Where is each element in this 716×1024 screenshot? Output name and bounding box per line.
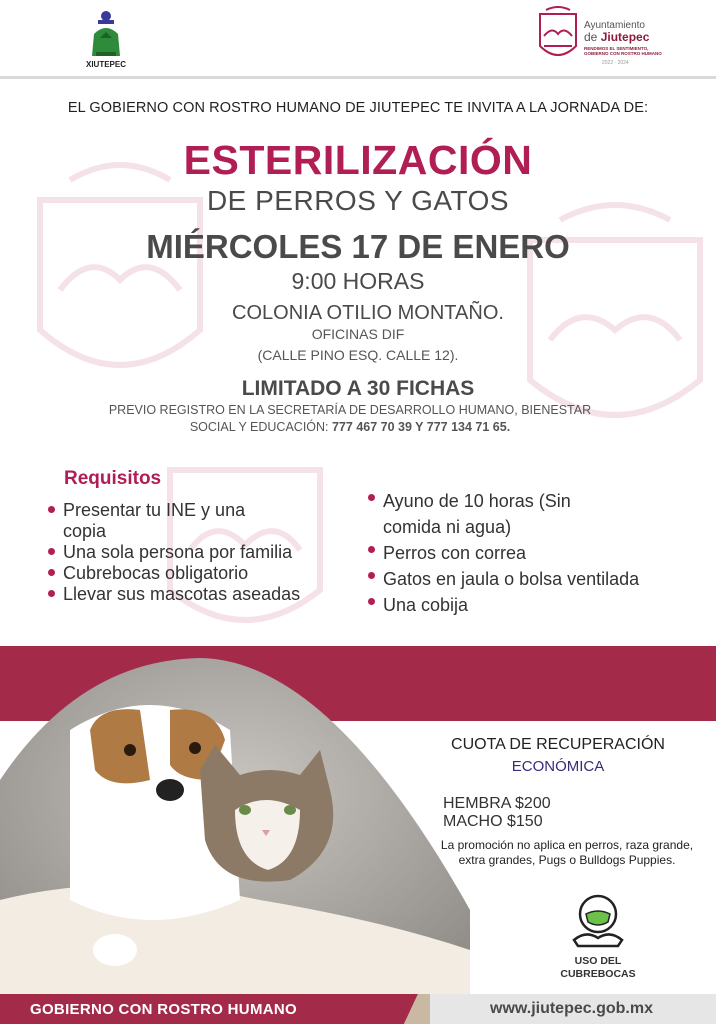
list-item: Perros con correa bbox=[368, 540, 698, 566]
registration-prefix: SOCIAL Y EDUCACIÓN: bbox=[189, 420, 332, 434]
jiutepec-name: Jiutepec bbox=[600, 30, 650, 44]
xiutepec-logo bbox=[80, 8, 132, 72]
footer-divider bbox=[390, 994, 430, 1024]
event-date: MIÉRCOLES 17 DE ENERO bbox=[146, 228, 570, 265]
price-male: MACHO $150 bbox=[443, 813, 543, 830]
jiutepec-shield-icon bbox=[536, 6, 580, 66]
face-mask-icon bbox=[570, 890, 626, 950]
website-link[interactable]: www.jiutepec.gob.mx bbox=[490, 1000, 653, 1017]
fee-title: CUOTA DE RECUPERACIÓN bbox=[451, 736, 665, 753]
list-item: Una sola persona por familia bbox=[48, 542, 358, 563]
ayuntamiento-label: Ayuntamiento bbox=[584, 20, 645, 31]
dog-and-cat-photo bbox=[0, 650, 470, 995]
list-item: Cubrebocas obligatorio bbox=[48, 563, 358, 584]
list-item: Gatos en jaula o bolsa ventilada bbox=[368, 566, 698, 592]
event-address: (CALLE PINO ESQ. CALLE 12). bbox=[257, 347, 459, 363]
list-item: Ayuno de 10 horas (Sin comida ni agua) bbox=[368, 488, 583, 540]
xiutepec-logo-text: XIUTEPEC bbox=[85, 60, 126, 69]
price-female: HEMBRA $200 bbox=[443, 795, 551, 812]
footer-slogan-bar bbox=[0, 994, 390, 1024]
invitation-text: EL GOBIERNO CON ROSTRO HUMANO DE JIUTEPEC TE INVITA A LA JORNADA DE: bbox=[67, 100, 649, 116]
requirements-list-left bbox=[48, 500, 358, 605]
fee-subtitle: ECONÓMICA bbox=[511, 758, 605, 775]
requirements-title: Requisitos bbox=[64, 468, 162, 489]
logo-slogan: RENDIMOS EL SENTIMIENTO, GOBIERNO CON ROSTRO HUMANO bbox=[584, 46, 662, 56]
list-item: Llevar sus mascotas aseadas bbox=[48, 584, 358, 605]
list-item: Presentar tu INE y una copia bbox=[48, 500, 253, 542]
ayuntamiento-logo bbox=[536, 6, 666, 68]
mask-label: USO DEL CUBREBOCAS bbox=[560, 955, 636, 980]
registration-line-2 bbox=[0, 420, 700, 434]
xiutepec-emblem-icon bbox=[80, 8, 132, 60]
jiutepec-label bbox=[584, 30, 649, 44]
limit-notice: LIMITADO A 30 FICHAS bbox=[241, 377, 475, 400]
event-oficinas: OFICINAS DIF bbox=[311, 326, 405, 342]
event-time: 9:00 HORAS bbox=[291, 268, 425, 294]
requirements-list-right bbox=[368, 488, 698, 618]
event-title: ESTERILIZACIÓN bbox=[183, 137, 533, 183]
event-subtitle: DE PERROS Y GATOS bbox=[206, 185, 510, 216]
logo-years: 2022 · 2024 bbox=[602, 60, 629, 66]
event-colonia: COLONIA OTILIO MONTAÑO. bbox=[232, 302, 504, 324]
jiutepec-prefix: de bbox=[584, 30, 601, 44]
list-item: Una cobija bbox=[368, 592, 698, 618]
footer-website-bar bbox=[430, 994, 716, 1024]
promotion-note: La promoción no aplica en perros, raza grande, extra grandes, Pugs o Bulldogs Puppies. bbox=[440, 838, 694, 867]
registration-phones: 777 467 70 39 Y 777 134 71 65. bbox=[331, 420, 511, 434]
registration-line-1: PREVIO REGISTRO EN LA SECRETARÍA DE DESARROLLO HUMANO, BIENESTAR bbox=[108, 403, 592, 417]
footer-slogan: GOBIERNO CON ROSTRO HUMANO bbox=[30, 1001, 297, 1018]
